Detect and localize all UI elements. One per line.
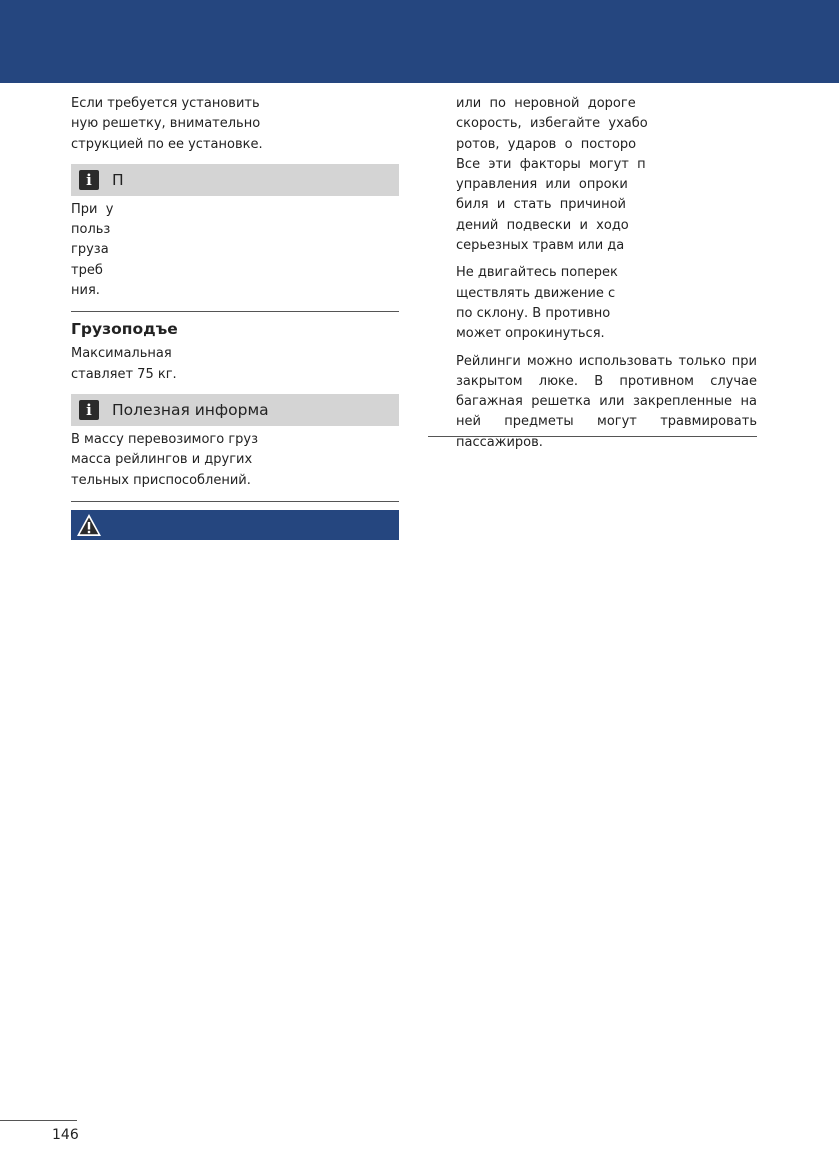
warning-triangle-icon — [76, 513, 102, 537]
page-number: 146 — [52, 1127, 79, 1143]
text-line: польз — [71, 222, 111, 238]
text-line: треб — [71, 262, 103, 278]
text-line: по склону. В противно — [456, 305, 611, 321]
info-icon: i — [79, 170, 99, 190]
warning-box-header — [71, 510, 399, 540]
text-line: Если требуется установить — [71, 96, 260, 111]
section-heading: Грузоподъе — [71, 320, 178, 339]
footer-divider — [0, 1120, 77, 1121]
section-divider — [71, 311, 399, 312]
text-line: или по неровной дороге — [456, 96, 636, 111]
left-column — [71, 94, 399, 540]
text-line: дений подвески и ходо — [456, 217, 629, 233]
rough-road-paragraph — [456, 94, 757, 256]
text-line: может опрокинуться. — [456, 326, 605, 342]
text-line: ставляет 75 кг. — [71, 366, 177, 382]
text-line: ния. — [71, 283, 100, 299]
text-line: ротов, ударов о посторо — [456, 136, 637, 152]
text-line: В массу перевозимого груз — [71, 431, 259, 447]
slope-paragraph — [456, 263, 757, 344]
info-box-header — [71, 164, 399, 196]
text-line: ную решетку, внимательно — [71, 116, 261, 132]
intro-paragraph — [71, 94, 399, 155]
info-box-title: Полезная информа — [112, 400, 269, 419]
text-line: биля и стать причиной — [456, 197, 626, 213]
text-line: скорость, избегайте ухабо — [456, 116, 648, 132]
info-icon: i — [79, 400, 99, 420]
text-line: серьезных травм или да — [456, 238, 625, 254]
text-line: Все эти факторы могут п — [456, 156, 646, 172]
text-line: ществлять движение с — [456, 285, 616, 301]
text-line: Максимальная — [71, 346, 172, 362]
section-divider — [428, 436, 757, 437]
text-line: струкцией по ее установке. — [71, 136, 263, 152]
right-column — [456, 94, 757, 453]
text-line: тельных приспособлений. — [71, 472, 251, 488]
header-band — [0, 0, 839, 83]
info-box-body — [71, 426, 399, 501]
section-divider — [71, 501, 399, 502]
text-line: Не двигайтесь поперек — [456, 265, 618, 281]
info-box-body — [71, 196, 399, 311]
text-line: При у — [71, 201, 114, 217]
info-box-title: П — [112, 170, 124, 189]
text-line: груза — [71, 242, 109, 258]
max-load-paragraph — [71, 344, 399, 385]
text-line: масса рейлингов и других — [71, 452, 253, 468]
text-line: управления или опроки — [456, 177, 628, 193]
info-box-header — [71, 394, 399, 426]
rails-paragraph: Рейлинги можно использовать только при закрытом люке. В противном случае багажная решетка или закрепленные на ней предметы могут травмировать пассажиров. — [456, 353, 757, 450]
